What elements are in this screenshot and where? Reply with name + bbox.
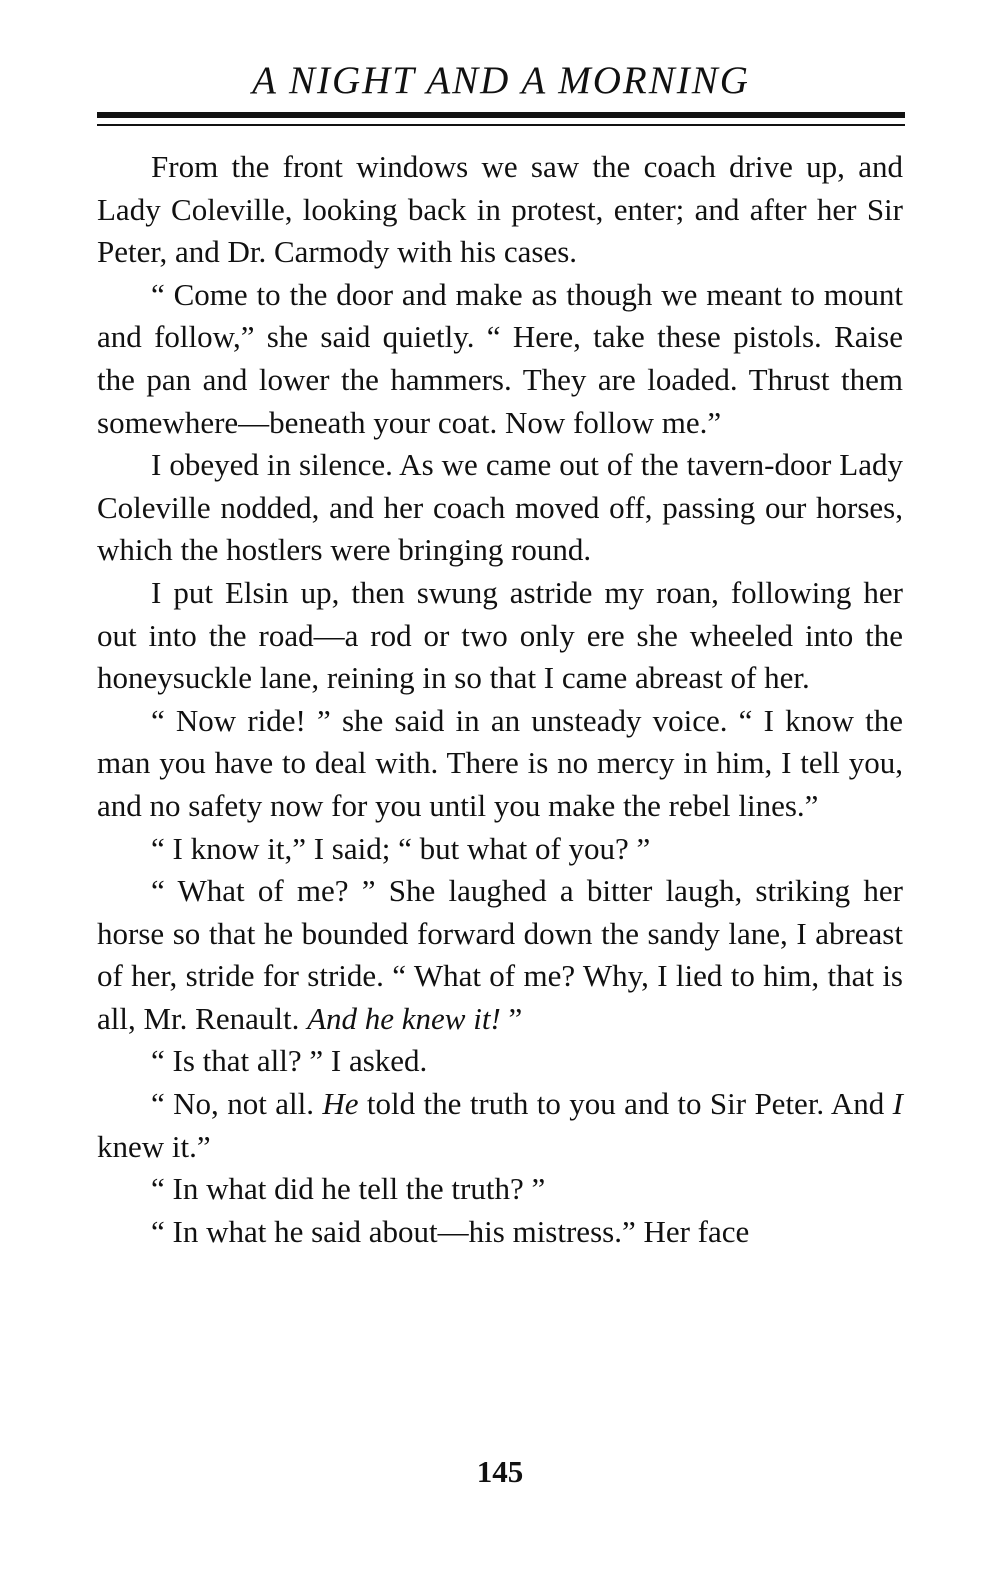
text-segment: “ No, not all.	[151, 1086, 323, 1122]
running-title: A NIGHT AND A MORNING	[252, 59, 750, 102]
paragraph	[97, 1040, 903, 1083]
text-segment: told the truth to you and to Sir Peter. And	[358, 1086, 893, 1122]
text-segment: “ In what he said about—his mistress.” Her face	[151, 1213, 750, 1249]
italic-text-segment: And he knew it!	[307, 1000, 501, 1036]
paragraph	[97, 700, 903, 828]
italic-text-segment: I	[892, 1086, 903, 1122]
paragraph	[97, 828, 903, 871]
text-segment: From the front windows we saw the coach drive up, and Lady Coleville, looking back in protest, enter; and after her Sir Peter, and Dr. Carmody with his cases.	[97, 149, 903, 270]
paragraph	[97, 444, 903, 572]
paragraph	[97, 870, 903, 1040]
text-segment: ”	[500, 1000, 523, 1036]
paragraph	[97, 274, 903, 444]
body-text	[97, 146, 903, 1253]
paragraph	[97, 1168, 903, 1211]
page-number: 145	[476, 1454, 524, 1489]
paragraph	[97, 1083, 903, 1168]
paragraph	[97, 1211, 903, 1254]
paragraph	[97, 572, 903, 700]
text-segment: I obeyed in silence. As we came out of the tavern-door Lady Coleville nodded, and her coach moved off, passing our horses, which the hostlers were bringing round.	[97, 447, 903, 568]
text-segment: “ What of me? ” She laughed a bitter laugh, striking her horse so that he bounded forward down the sandy lane, I abreast of her, stride for stride. “ What of me? Why, I lied to him, that is all, Mr. Renault.	[97, 873, 903, 1036]
text-segment: “ Is that all? ” I asked.	[151, 1043, 428, 1079]
text-segment: “ I know it,” I said; “ but what of you? ”	[151, 830, 651, 866]
text-segment: “ Now ride! ” she said in an unsteady voice. “ I know the man you have to deal with. There is no mercy in him, I tell you, and no safety now for you until you make the rebel lines.”	[97, 702, 903, 823]
header-rule-thin	[97, 124, 905, 126]
text-segment: I put Elsin up, then swung astride my roan, following her out into the road—a rod or two only ere she wheeled into the honeysuckle lane, reining in so that I came abreast of her.	[97, 574, 903, 696]
text-segment: knew it.”	[97, 1128, 211, 1164]
italic-text-segment: He	[322, 1086, 359, 1122]
header-rule-thick	[97, 112, 905, 118]
paragraph	[97, 146, 903, 274]
text-segment: “ Come to the door and make as though we meant to mount and follow,” she said quietly. “ Here, take these pistols. Raise the pan and lower the hammers. They are loaded. Thrust them somewhere—beneath your coat. Now follow me.”	[97, 276, 903, 440]
text-segment: “ In what did he tell the truth? ”	[151, 1171, 546, 1207]
